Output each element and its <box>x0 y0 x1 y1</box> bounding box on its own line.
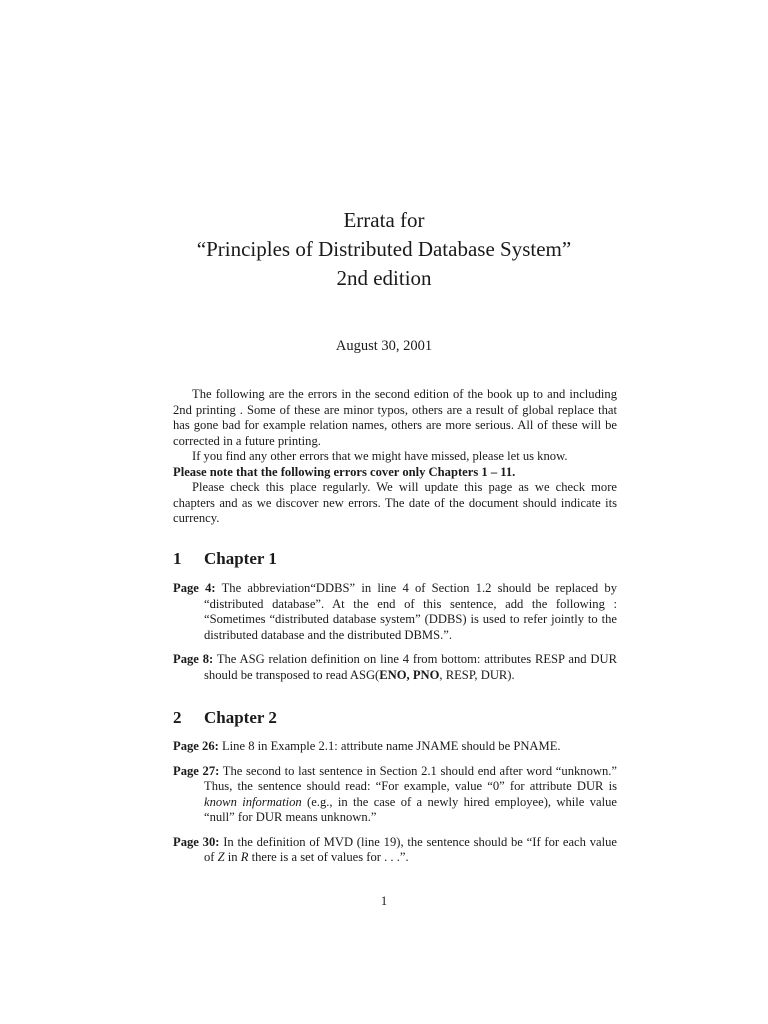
title-block <box>0 206 768 293</box>
document-date: August 30, 2001 <box>335 338 433 354</box>
title-line-3: 2nd edition <box>336 266 432 290</box>
entry-text: In the definition of MVD (line 19), the sentence should be “If for each value of <box>204 834 617 864</box>
page-number: 1 <box>380 894 388 908</box>
section-heading-chapter-1 <box>173 549 277 569</box>
section-title: Chapter 1 <box>204 549 277 568</box>
section-title: Chapter 2 <box>204 708 277 727</box>
entry-text-end: (e.g., in the case of a newly hired employee), while value “null” for DUR means unknown.” <box>204 794 617 824</box>
errata-entry <box>173 652 617 683</box>
entry-text-end: , RESP, DUR). <box>439 667 515 682</box>
intro-paragraph-3: Please check this place regularly. We will update this page as we check more chapters and as we discover new errors. The date of the document should indicate its currency. <box>173 480 617 525</box>
title-line-2: “Principles of Distributed Database System” <box>196 237 572 261</box>
math-variable-r: R <box>240 850 249 864</box>
section-number: 1 <box>173 549 182 568</box>
entry-text: The abbreviation“DDBS” in line 4 of Section 1.2 should be replaced by “distributed database”. At the end of this sentence, add the following : “Sometimes “distributed database system” (DDBS) is used to refer jointly to the distributed database and the distributed DBMS.”. <box>204 581 618 642</box>
entry-bold-text: ENO, PNO <box>379 667 440 682</box>
errata-entry <box>173 835 617 866</box>
entry-italic-text: known information <box>204 794 302 809</box>
math-variable-z: Z <box>217 850 225 864</box>
section-number: 2 <box>173 708 182 727</box>
entry-page-label: Page 8: <box>173 652 214 666</box>
entry-text: Line 8 in Example 2.1: attribute name JNAME should be PNAME. <box>221 739 561 753</box>
entry-page-label: Page 26: <box>173 739 219 753</box>
intro-note: Please note that the following errors cover only Chapters 1 – 11. <box>173 464 516 479</box>
entry-text-end: there is a set of values for . . .”. <box>248 850 409 864</box>
entry-page-label: Page 30: <box>173 834 220 849</box>
entry-page-label: Page 4: <box>173 581 216 595</box>
section-heading-chapter-2 <box>173 708 277 728</box>
errata-entry <box>173 764 617 826</box>
entry-text: The ASG relation definition on line 4 from bottom: attributes RESP and DUR should be transposed to read ASG( <box>204 652 618 682</box>
errata-entry <box>173 581 617 643</box>
entry-page-label: Page 27: <box>173 763 220 778</box>
intro-paragraph-2: If you find any other errors that we might have missed, please let us know. <box>192 449 568 463</box>
entry-text: The second to last sentence in Section 2.1 should end after word “unknown.” Thus, the sentence should read: “For example, value “0” for attribute DUR is <box>204 763 618 793</box>
entry-text-mid: in <box>224 850 241 864</box>
intro-section <box>173 387 617 527</box>
chapter-2-entries <box>173 739 617 875</box>
chapter-1-entries <box>173 581 617 692</box>
errata-entry <box>173 739 617 755</box>
intro-paragraph-1: The following are the errors in the second edition of the book up to and including 2nd printing . Some of these are minor typos, others are a result of global replace that has gone bad for example relation names, others are more serious. All of these will be corrected in a future printing. <box>173 387 617 448</box>
title-line-1: Errata for <box>343 208 425 232</box>
